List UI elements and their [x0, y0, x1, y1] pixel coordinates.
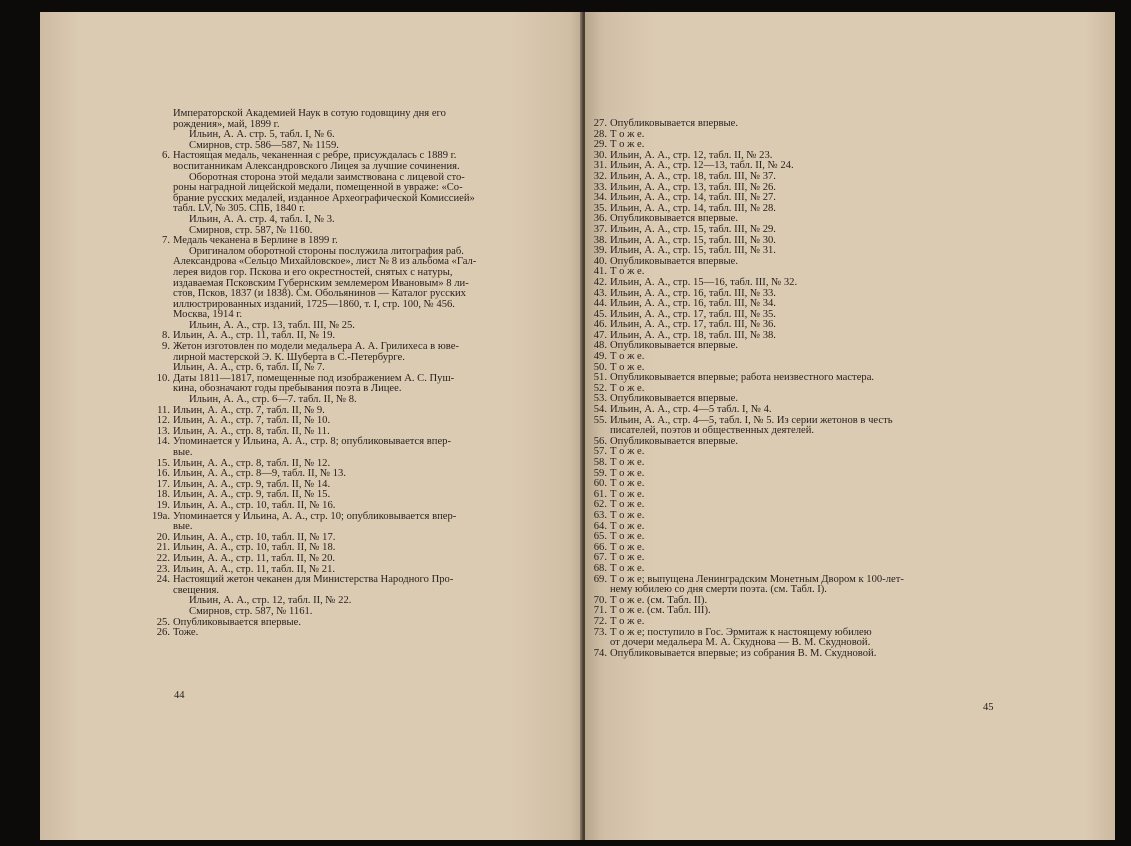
line-text: Ильин, А. А., стр. 11, табл. II, № 21. — [173, 563, 336, 575]
entry-number: 8. — [162, 330, 170, 342]
entry-number: 43. — [593, 287, 607, 299]
entry-number: 21. — [156, 542, 170, 554]
text-line — [156, 627, 551, 639]
entry-number: 17. — [156, 478, 170, 490]
line-text: Т о ж е. — [610, 478, 645, 490]
line-text: Ильин, А. А., стр. 8, табл. II, № 12. — [173, 457, 331, 469]
line-text: Т о ж е. — [610, 499, 645, 511]
line-text: Ильин, А. А., стр. 12, табл. II, № 23. — [610, 149, 773, 161]
entry-number: 69. — [593, 573, 607, 585]
line-text: Оборотная сторона этой медали заимствована с лицевой сто- — [189, 171, 465, 183]
entry-number: 42. — [593, 276, 607, 288]
entry-number: 58. — [593, 457, 607, 468]
line-text: Ильин, А. А., стр. 18, табл. III, № 38. — [610, 329, 776, 341]
entry-number: 72. — [593, 615, 607, 627]
line-text: Ильин, А. А., стр. 12—13, табл. II, № 24. — [610, 160, 794, 172]
entry-number: 67. — [593, 552, 607, 564]
entry-number: 51. — [593, 372, 607, 384]
entry-number: 52. — [593, 382, 607, 394]
line-text: Т о ж е. — [610, 488, 645, 500]
line-text: Ильин, А. А., стр. 11, табл. II, № 19. — [173, 330, 336, 342]
entry-number: 6. — [162, 150, 170, 162]
line-text: Ильин, А. А., стр. 10, табл. II, № 16. — [173, 499, 336, 511]
line-text: лерея видов гор. Пскова и его окрестностей, снятых с натуры, — [173, 266, 453, 278]
entry-number: 54. — [593, 404, 607, 416]
text-line — [593, 372, 1010, 384]
line-text: Т о ж е. — [610, 139, 645, 151]
line-text: Т о ж е. — [610, 509, 645, 521]
entry-number: 37. — [593, 223, 607, 235]
line-text: Ильин, А. А., стр. 13, табл. III, № 26. — [610, 181, 776, 193]
text-line — [593, 509, 1010, 522]
line-text: Тоже. — [173, 627, 199, 639]
entry-number: 31. — [593, 160, 607, 172]
line-text: Упоминается у Ильина, А. А., стр. 10; опубликовывается впер- — [173, 510, 457, 522]
line-text: Опубликовывается впервые. — [610, 393, 738, 405]
entry-number: 45. — [593, 308, 607, 320]
line-text: Ильин, А. А. стр. 5, табл. I, № 6. — [189, 129, 335, 141]
line-text: Ильин, А. А., стр. 16, табл. III, № 34. — [610, 298, 776, 310]
line-text: нему юбилею со дня смерти поэта. (см. Табл. I). — [610, 584, 827, 596]
entry-number: 33. — [593, 181, 607, 193]
line-text: Настоящая медаль, чеканенная с ребре, присуждалась с 1889 г. — [173, 150, 457, 162]
line-text: воспитанникам Александровского Лицея за лучшие сочинения. — [173, 160, 460, 172]
line-text: Опубликовывается впервые. — [610, 340, 738, 352]
entry-number: 57. — [593, 446, 607, 458]
line-text: Москва, 1914 г. — [173, 309, 243, 321]
entry-number: 49. — [593, 351, 607, 363]
line-text: Ильин, А. А., стр. 10, табл. II, № 17. — [173, 531, 336, 543]
entry-number: 26. — [156, 627, 170, 639]
line-text: Т о ж е. — [610, 531, 645, 543]
line-text: Т о ж е. — [610, 520, 645, 532]
line-text: Т о ж е; выпущена Ленинградским Монетным Двором к 100-лет- — [610, 573, 904, 585]
line-text: Ильин, А. А., стр. 17, табл. III, № 35. — [610, 308, 776, 320]
right-page-text — [593, 118, 1010, 659]
text-line — [593, 499, 1010, 511]
text-line — [593, 446, 1010, 458]
line-text: вые. — [173, 521, 193, 533]
line-text: Смирнов, стр. 586—587, № 1159. — [189, 139, 339, 151]
line-text: Т о ж е. (см. Табл. II). — [610, 594, 708, 606]
entry-number: 71. — [593, 605, 607, 617]
left-page-text — [152, 108, 551, 639]
line-text: Ильин, А. А., стр. 8, табл. II, № 11. — [173, 425, 330, 437]
line-text: Т о ж е; поступило в Гос. Эрмитаж к настоящему юбилею — [610, 626, 872, 638]
line-text: Опубликовывается впервые. — [610, 118, 738, 129]
line-text: Ильин, А. А., стр. 13, табл. III, № 25. — [189, 319, 355, 331]
entry-number: 47. — [593, 329, 607, 341]
entry-number: 70. — [593, 594, 607, 606]
entry-number: 55. — [593, 414, 607, 426]
line-text: Ильин, А. А., стр. 16, табл. III, № 33. — [610, 287, 776, 299]
entry-number: 27. — [593, 118, 607, 129]
right-page — [585, 12, 1115, 840]
entry-number: 13. — [156, 425, 170, 437]
line-text: свещения. — [173, 584, 220, 596]
entry-number: 14. — [156, 436, 170, 448]
line-text: Ильин, А. А., стр. 6—7. табл. II, № 8. — [189, 394, 357, 406]
line-text: Т о ж е. — [610, 382, 645, 394]
line-text: Александрова «Сельцо Михайловское», лист № 8 из альбома «Гал- — [173, 256, 477, 268]
line-text: Т о ж е. — [610, 128, 645, 140]
entry-number: 12. — [156, 415, 170, 427]
line-text: Т о ж е. — [610, 457, 645, 468]
line-text: Смирнов, стр. 587, № 1160. — [189, 224, 313, 236]
entry-number: 40. — [593, 255, 607, 267]
text-line — [593, 541, 1010, 554]
entry-number: 61. — [593, 488, 607, 500]
line-text: Опубликовывается впервые; работа неизвестного мастера. — [610, 372, 875, 384]
entry-number: 60. — [593, 478, 607, 490]
text-line — [152, 510, 551, 523]
line-text: Императорской Академией Наук в сотую годовщину дня его — [173, 108, 446, 119]
text-line — [156, 616, 551, 629]
line-text: Ильин, А. А., стр. 10, табл. II, № 18. — [173, 542, 336, 554]
entry-number: 11. — [157, 404, 170, 416]
line-text: Т о ж е. — [610, 351, 645, 363]
entry-number: 41. — [593, 266, 607, 278]
entry-number: 53. — [593, 393, 607, 405]
text-line — [593, 531, 1010, 543]
text-line — [593, 457, 1010, 469]
entry-number: 16. — [156, 468, 170, 480]
line-text: Т о ж е. — [610, 266, 645, 278]
text-line — [593, 255, 1010, 268]
entry-number: 56. — [593, 435, 607, 447]
line-text: Т о ж е. — [610, 562, 645, 574]
line-text: кина, обозначают годы пребывания поэта в Лицее. — [173, 383, 402, 395]
text-line — [156, 436, 551, 448]
entry-number: 74. — [593, 647, 607, 659]
line-text: Упоминается у Ильина, А. А., стр. 8; опубликовывается впер- — [173, 436, 451, 448]
entry-number: 39. — [593, 245, 607, 257]
line-text: роны наградной лицейской медали, помещенной в увраже: «Со- — [173, 182, 463, 194]
line-text: Опубликовывается впервые. — [610, 213, 738, 225]
entry-number: 66. — [593, 541, 607, 553]
line-text: табл. LV, № 305. СПБ, 1840 г. — [173, 203, 305, 215]
entry-number: 18. — [156, 489, 170, 501]
text-line — [593, 118, 1010, 130]
line-text: Настоящий жетон чеканен для Министерства Народного Про- — [173, 574, 454, 586]
line-text: иллюстрированных изданий, 1725—1860, т. I, стр. 100, № 456. — [173, 298, 455, 310]
entry-number: 50. — [593, 361, 607, 373]
entry-number: 9. — [162, 341, 170, 353]
line-text: Ильин, А. А., стр. 15, табл. III, № 30. — [610, 234, 776, 246]
line-text: Ильин, А. А., стр. 18, табл. III, № 37. — [610, 170, 776, 182]
text-line — [593, 340, 1010, 352]
entry-number: 29. — [593, 139, 607, 151]
entry-number: 32. — [593, 170, 607, 182]
text-line — [156, 574, 551, 586]
entry-number: 48. — [593, 340, 607, 352]
line-text: издаваемая Псковским Губернским землемером Ивановым» 8 ли- — [173, 277, 469, 289]
page-number-left: 44 — [174, 690, 185, 701]
entry-number: 30. — [593, 149, 607, 161]
line-text: Ильин, А. А., стр. 4—5, табл. I, № 5. Из серии жетонов в честь — [610, 414, 893, 426]
entry-number: 65. — [593, 531, 607, 543]
line-text: Ильин, А. А., стр. 8—9, табл. II, № 13. — [173, 468, 347, 480]
line-text: Смирнов, стр. 587, № 1161. — [189, 605, 313, 617]
text-line — [593, 552, 1010, 564]
line-text: Ильин, А. А., стр. 14, табл. III, № 27. — [610, 192, 776, 204]
text-line — [593, 128, 1010, 141]
entry-number: 28. — [593, 128, 607, 140]
entry-number: 73. — [593, 626, 607, 638]
line-text: стов, Псков, 1837 (и 1838). См. Обольянинов — Каталог русских — [173, 288, 466, 300]
line-text: Медаль чеканена в Берлине в 1899 г. — [173, 235, 338, 247]
entry-number: 19а. — [152, 510, 170, 522]
line-text: Ильин, А. А., стр. 7, табл. II, № 9. — [173, 404, 325, 416]
entry-number: 34. — [593, 192, 607, 204]
line-text: писателей, поэтов и общественных деятелей. — [610, 425, 815, 437]
entry-number: 68. — [593, 562, 607, 574]
line-text: Оригиналом оборотной стороны послужила литография раб. — [189, 245, 464, 257]
entry-number: 63. — [593, 509, 607, 521]
line-text: Т о ж е. — [610, 361, 645, 373]
line-text: вые. — [173, 447, 193, 458]
line-text: Ильин, А. А., стр. 17, табл. III, № 36. — [610, 319, 776, 331]
line-text: рождения», май, 1899 г. — [173, 118, 280, 130]
entry-number: 23. — [156, 563, 170, 575]
text-line — [593, 647, 1010, 660]
text-line — [593, 605, 1010, 617]
line-text: Ильин, А. А., стр. 7, табл. II, № 10. — [173, 415, 331, 427]
line-text: Т о ж е. — [610, 541, 645, 553]
line-text: Опубликовывается впервые. — [610, 255, 738, 267]
line-text: Т о ж е. — [610, 615, 645, 627]
entry-number: 19. — [156, 499, 170, 511]
line-text: Ильин, А. А., стр. 14, табл. III, № 28. — [610, 202, 776, 214]
line-text: Ильин, А. А., стр. 11, табл. II, № 20. — [173, 552, 336, 564]
entry-number: 36. — [593, 213, 607, 225]
line-text: Опубликовывается впервые. — [173, 616, 301, 628]
text-line — [593, 488, 1010, 501]
entry-number: 62. — [593, 499, 607, 511]
entry-number: 15. — [156, 457, 170, 469]
line-text: Т о ж е. — [610, 552, 645, 564]
entry-number: 35. — [593, 202, 607, 214]
entry-number: 7. — [162, 235, 170, 247]
line-text: Опубликовывается впервые; из собрания В. М. Скудновой. — [610, 647, 877, 659]
line-text: Т о ж е. — [610, 446, 645, 458]
line-text: Жетон изготовлен по модели медальера А. А. Грилихеса в юве- — [173, 341, 459, 353]
line-text: Ильин, А. А., стр. 15, табл. III, № 31. — [610, 245, 776, 257]
entry-number: 24. — [156, 574, 170, 586]
line-text: Ильин, А. А., стр. 4—5 табл. I, № 4. — [610, 404, 772, 416]
text-line — [593, 351, 1010, 363]
entry-number: 44. — [593, 298, 607, 310]
text-line — [593, 467, 1010, 480]
line-text: лирной мастерской Э. К. Шуберта в С.-Петербурге. — [173, 351, 405, 363]
text-line — [593, 435, 1010, 448]
page-number-right: 45 — [983, 702, 994, 713]
entry-number: 25. — [156, 616, 170, 628]
line-text: Ильин, А. А. стр. 4, табл. I, № 3. — [189, 213, 335, 225]
entry-number: 22. — [156, 552, 170, 564]
line-text: Ильин, А. А., стр. 9, табл. II, № 14. — [173, 478, 331, 490]
text-line — [593, 520, 1010, 533]
line-text: Т о ж е. — [610, 467, 645, 479]
line-text: Т о ж е. (см. Табл. III). — [610, 605, 711, 617]
line-text: от дочери медальера М. А. Скуднова — В. М. Скудновой. — [610, 637, 871, 649]
line-text: Ильин, А. А., стр. 15, табл. III, № 29. — [610, 223, 776, 235]
entry-number: 38. — [593, 234, 607, 246]
line-text: Ильин, А. А., стр. 12, табл. II, № 22. — [189, 595, 352, 607]
entry-number: 64. — [593, 520, 607, 532]
text-line — [593, 478, 1010, 490]
line-text: Опубликовывается впервые. — [610, 435, 738, 447]
line-text: Ильин, А. А., стр. 9, табл. II, № 15. — [173, 489, 331, 501]
entry-number: 10. — [156, 372, 170, 384]
line-text: Ильин, А. А., стр. 15—16, табл. III, № 32. — [610, 276, 798, 288]
line-text: Даты 1811—1817, помещенные под изображением А. С. Пуш- — [173, 372, 455, 384]
entry-number: 46. — [593, 319, 607, 331]
entry-number: 59. — [593, 467, 607, 479]
line-text: брание русских медалей, изданное Археографической Комиссией» — [173, 192, 475, 204]
line-text: Ильин, А. А., стр. 6, табл. II, № 7. — [173, 362, 325, 374]
left-page — [40, 12, 584, 840]
entry-number: 20. — [156, 531, 170, 543]
